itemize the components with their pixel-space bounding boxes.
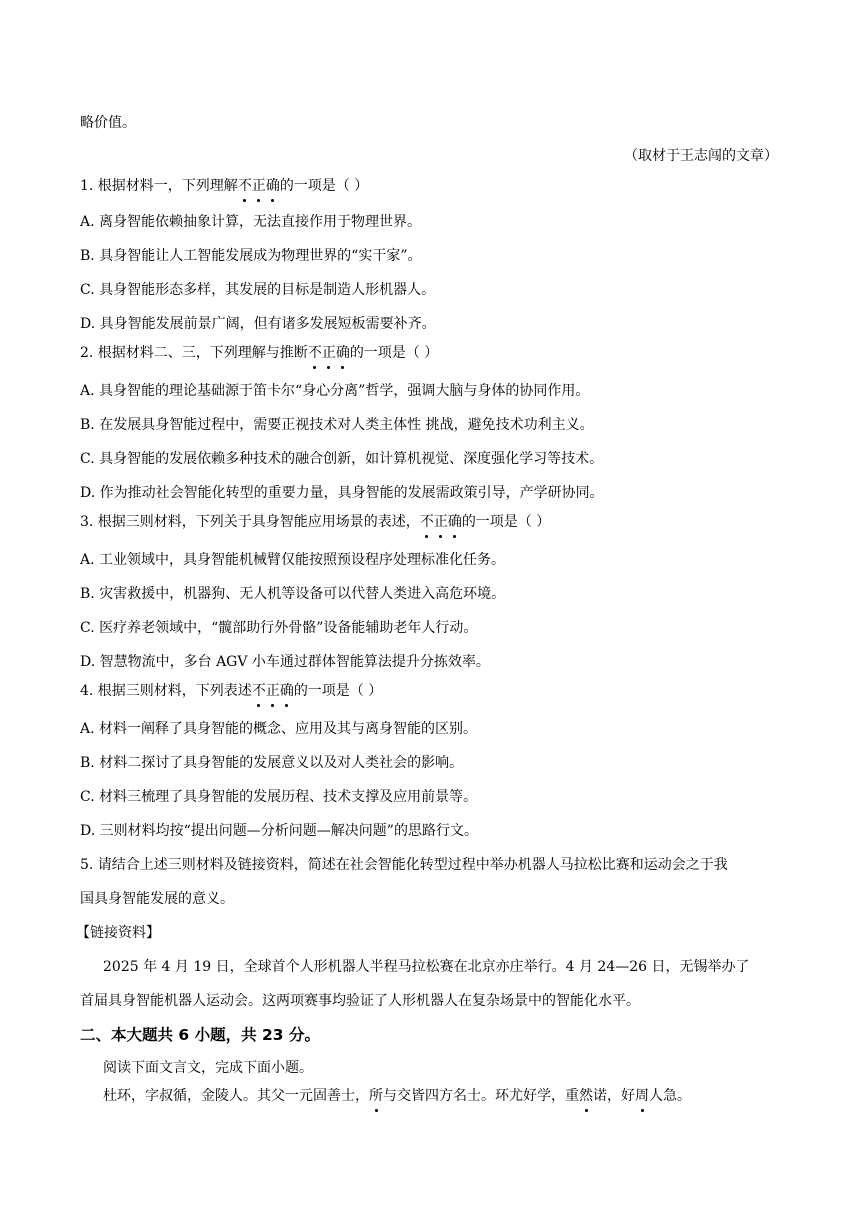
emphasis-char: 确 — [265, 178, 280, 194]
intro-tail: 略价值。 — [80, 115, 136, 131]
question-3-stem — [80, 512, 550, 532]
question-1-stem — [80, 176, 368, 196]
emphasis-char: 不 — [307, 345, 322, 361]
question-2-option-b: B. 在发展具身智能过程中，需要正视技术对人类主体性 挑战，避免技术功利主义。 — [80, 417, 594, 433]
emphasis-char: 正 — [433, 514, 448, 530]
emphasis-char: 确 — [335, 345, 350, 361]
emphasis-char: 正 — [321, 345, 336, 361]
emphasis-char: 不 — [251, 683, 266, 699]
emphasis-char: 不 — [419, 514, 434, 530]
stem-text: 1. 根据材料一，下列理解 — [80, 178, 238, 194]
emphasis-char: 正 — [265, 683, 280, 699]
question-4-option-a: A. 材料一阐释了具身智能的概念、应用及其与离身智能的区别。 — [80, 721, 478, 737]
stem-text: 的一项是（ ） — [293, 683, 383, 699]
link-material-line-1: 2025 年 4 月 19 日，全球首个人形机器人半程马拉松赛在北京亦庄举行。4 月 24—26 日，无锡举办了 — [103, 959, 750, 975]
stem-text: 3. 根据三则材料，下列关于具身智能应用场景的表述， — [80, 514, 420, 530]
question-3-option-d: D. 智慧物流中，多台 AGV 小车通过群体智能算法提升分拣效率。 — [80, 654, 490, 670]
section-2-heading: 二、本大题共 6 小题，共 23 分。 — [80, 1026, 320, 1044]
question-1-option-a: A. 离身智能依赖抽象计算，无法直接作用于物理世界。 — [80, 214, 422, 230]
passage-text: 与交皆四方名士。环尤好学，重 — [383, 1088, 579, 1104]
source-citation: （取材于王志闯的文章） — [624, 148, 778, 164]
question-3-option-b: B. 灾害救援中，机器狗、无人机等设备可以代替人类进入高危环境。 — [80, 586, 506, 602]
emphasis-char: 所 — [369, 1088, 383, 1104]
question-4-option-c: C. 材料三梳理了具身智能的发展历程、技术支撑及应用前景等。 — [80, 789, 478, 805]
emphasis-char: 正 — [251, 178, 266, 194]
stem-text: 4. 根据三则材料，下列表述 — [80, 683, 252, 699]
question-1-option-b: B. 具身智能让人工智能发展成为物理世界的“实干家”。 — [80, 248, 422, 264]
link-material-title: 【链接资料】 — [76, 925, 160, 941]
emphasis-char: 不 — [237, 178, 252, 194]
stem-text: 的一项是（ ） — [349, 345, 439, 361]
question-4-option-b: B. 材料二探讨了具身智能的发展意义以及对人类社会的影响。 — [80, 755, 464, 771]
question-4-stem — [80, 681, 382, 701]
question-3-option-c: C. 医疗养老领域中，“髋部助行外骨骼”设备能辅助老年人行动。 — [80, 620, 478, 636]
emphasis-char: 确 — [279, 683, 294, 699]
passage-text: 人急。 — [649, 1088, 691, 1104]
question-3-option-a: A. 工业领域中，具身智能机械臂仅能按照预设程序处理标准化任务。 — [80, 552, 506, 568]
emphasis-char: 然 — [579, 1088, 593, 1104]
classical-passage-line — [103, 1086, 691, 1106]
question-1-option-c: C. 具身智能形态多样，其发展的目标是制造人形机器人。 — [80, 282, 436, 298]
question-5-line-2: 国具身智能发展的意义。 — [80, 891, 234, 907]
stem-text: 的一项是（ ） — [279, 178, 369, 194]
question-2-option-a: A. 具身智能的理论基础源于笛卡尔“身心分离”哲学，强调大脑与身体的协同作用。 — [80, 383, 590, 399]
link-material-line-2: 首届具身智能机器人运动会。这两项赛事均验证了人形机器人在复杂场景中的智能化水平。 — [80, 993, 640, 1009]
question-2-stem — [80, 343, 438, 363]
question-2-option-d: D. 作为推动社会智能化转型的重要力量，具身智能的发展需政策引导，产学研协同。 — [80, 485, 604, 501]
passage-text: 杜环，字叔循，金陵人。其父一元固善士， — [103, 1088, 369, 1104]
question-1-option-d: D. 具身智能发展前景广阔，但有诸多发展短板需要补齐。 — [80, 316, 436, 332]
stem-text: 的一项是（ ） — [461, 514, 551, 530]
passage-text: 诺，好 — [593, 1088, 635, 1104]
emphasis-char: 确 — [447, 514, 462, 530]
emphasis-char: 周 — [635, 1088, 649, 1104]
question-2-option-c: C. 具身智能的发展依赖多种技术的融合创新，如计算机视觉、深度强化学习等技术。 — [80, 451, 604, 467]
stem-text: 2. 根据材料二、三，下列理解与推断 — [80, 345, 308, 361]
question-5-line-1: 5. 请结合上述三则材料及链接资料，简述在社会智能化转型过程中举办机器人马拉松比赛和运动会之于我 — [80, 857, 728, 873]
section-2-instruction: 阅读下面文言文，完成下面小题。 — [103, 1060, 313, 1076]
question-4-option-d: D. 三则材料均按“提出问题—分析问题—解决问题”的思路行文。 — [80, 823, 478, 839]
